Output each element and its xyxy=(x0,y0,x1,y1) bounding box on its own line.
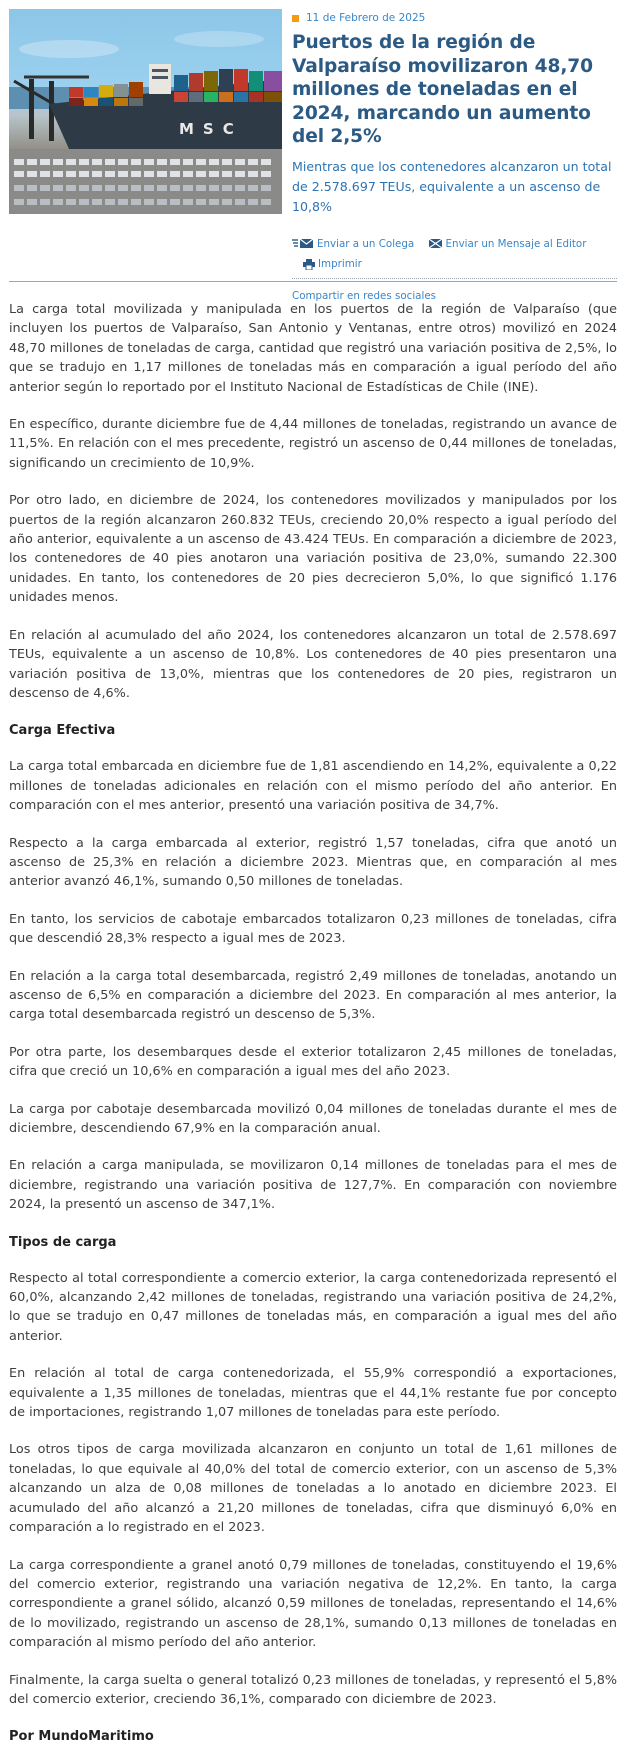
body-paragraph: En tanto, los servicios de cabotaje embarcados totalizaron 0,23 millones de toneladas, cifra que descendió 28,3% respecto a igual mes de 2023. xyxy=(9,911,617,947)
header-divider xyxy=(9,281,617,282)
envelope-icon xyxy=(428,238,443,249)
print-label: Imprimir xyxy=(318,258,362,270)
article-date: 11 de Febrero de 2025 xyxy=(306,12,426,24)
article-header xyxy=(0,0,627,302)
body-paragraph: La carga por cabotaje desembarcada movilizó 0,04 millones de toneladas durante el mes de diciembre, descendiendo 67,9% en la comparación anual. xyxy=(9,1101,617,1136)
port-ship-illustration xyxy=(9,9,282,214)
printer-icon xyxy=(303,259,315,270)
hull-lettering: MSC xyxy=(179,120,243,138)
body-paragraph: La carga correspondiente a granel anotó 0,79 millones de toneladas, constituyendo el 19,6% del comercio exterior, registrando una variación negativa de 12,2%. En tanto, la carga correspondiente a granel sólido, alcanzó 0,59 millones de toneladas, representando el 14,6% de lo movilizado, registrando un ascenso de 28,1%, sumando 0,13 millones de toneladas en comparación al mismo período del año anterior. xyxy=(9,1557,617,1651)
article-actions xyxy=(292,235,617,279)
body-paragraph: En relación al total de carga contenedorizada, el 55,9% correspondió a exportaciones, equivalente a 1,35 millones de toneladas, mientras que el 44,1% restante fue por concepto de importaciones, registrando 1,07 millones de toneladas para este período. xyxy=(9,1366,617,1421)
article-title: Puertos de la región de Valparaíso movilizaron 48,70 millones de toneladas en el 2024, marcando un aumento del 2,5% xyxy=(292,32,593,147)
print-row xyxy=(292,255,617,276)
body-paragraph: En relación a la carga total desembarcada, registró 2,49 millones de toneladas, anotando un ascenso de 6,5% en comparación a diciembre del 2023. En comparación al mes anterior, la carga total desembarcada registró un descenso de 5,3%. xyxy=(9,968,617,1023)
body-paragraph: La carga total embarcada en diciembre fue de 1,81 ascendiendo en 14,2%, equivalente a 0,22 millones de toneladas adicionales en relación con el mismo período del año anterior. En comparación con el mes anterior, presentó una variación positiva de 34,7%. xyxy=(9,759,617,814)
article-meta xyxy=(292,10,617,302)
body-paragraph: Finalmente, la carga suelta o general totalizó 0,23 millones de toneladas, y representó el 5,8% del comercio exterior, creciendo 36,1%, comparado con diciembre de 2023. xyxy=(9,1672,617,1707)
date-bullet-icon xyxy=(292,15,299,22)
send-to-colleague-link[interactable] xyxy=(292,235,414,253)
section-heading-carga-efectiva: Carga Efectiva xyxy=(9,723,116,739)
article-subtitle: Mientras que los contenedores alcanzaron un total de 2.578.697 TEUs, equivalente a un ascenso de 10,8% xyxy=(292,158,612,214)
body-paragraph: En específico, durante diciembre fue de 4,44 millones de toneladas, registrando un avance de 11,5%. En relación con el mes precedente, registró un ascenso de 0,44 millones de toneladas, significando un crecimiento de 10,9%. xyxy=(9,417,617,471)
send-colleague-label: Enviar a un Colega xyxy=(317,237,415,250)
body-paragraph: Por otro lado, en diciembre de 2024, los contenedores movilizados y manipulados por los puertos de la región alcanzaron 260.832 TEUs, creciendo 20,0% respecto a igual período del año anterior, equivalente a un ascenso de 43.424 TEUs. En comparación a diciembre de 2023, los contenedores de 40 pies anotaron una variación positiva de 23,0%, sumando 22.300 unidades. En tanto, los contenedores de 20 pies decrecieron 5,0%, lo que significó 1.176 unidades menos. xyxy=(9,493,617,606)
body-paragraph: En relación al acumulado del año 2024, los contenedores alcanzaron un total de 2.578.697 TEUs, equivalente a un ascenso de 10,8%. Los contenedores de 40 pies presentaron una variación positiva de 13,0%, mientras que los contenedores de 20 pies, registraron un descenso de 4,6%. xyxy=(9,627,617,701)
body-paragraph: Por otra parte, los desembarques desde el exterior totalizaron 2,45 millones de toneladas, cifra que creció un 10,6% en comparación a igual mes del año 2023. xyxy=(9,1044,617,1080)
send-colleague-icon xyxy=(292,238,314,249)
print-link[interactable] xyxy=(303,255,362,273)
send-to-editor-link[interactable] xyxy=(428,235,587,253)
article-byline: Por MundoMaritimo xyxy=(9,1729,154,1745)
body-paragraph: Respecto a la carga embarcada al exterior, registró 1,57 toneladas, cifra que anotó un ascenso de 25,3% en relación a diciembre 2023. Mientras que, en comparación al mes anterior avanzó 46,1%, sumando 0,50 millones de toneladas. xyxy=(9,835,617,890)
body-paragraph: En relación a carga manipulada, se movilizaron 0,14 millones de toneladas para el mes de diciembre, registrando una variación positiva de 127,7%. En comparación con noviembre 2024, la presentó un ascenso de 347,1%. xyxy=(9,1158,617,1213)
share-social-link[interactable]: Compartir en redes sociales xyxy=(292,289,437,302)
section-heading-tipos-de-carga: Tipos de carga xyxy=(9,1234,117,1250)
body-paragraph: Respecto al total correspondiente a comercio exterior, la carga contenedorizada representó el 60,0%, alcanzando 2,42 millones de toneladas, registrando una variación positiva de 24,2%, lo que se tradujo en 0,47 millones de toneladas más, en comparación a igual mes del año anterior. xyxy=(9,1270,617,1344)
article-body xyxy=(9,300,617,1746)
article-image xyxy=(9,9,282,214)
body-paragraph: La carga total movilizada y manipulada en los puertos de la región de Valparaíso (que incluyen los puertos de Valparaíso, San Antonio y Ventanas, entre otros) movilizó en 2024 48,70 millones de toneladas de carga, cantidad que registró una variación positiva de 2,5%, lo que se tradujo en 1,17 millones de toneladas más en comparación a igual período del año anterior según lo reportado por el Instituto Nacional de Estadísticas de Chile (INE). xyxy=(9,302,617,395)
date-row xyxy=(292,10,617,26)
send-editor-label: Enviar un Mensaje al Editor xyxy=(445,237,587,250)
body-paragraph: Los otros tipos de carga movilizada alcanzaron en conjunto un total de 1,61 millones de toneladas, lo que equivale al 40,0% del total de comercio exterior, con un ascenso de 5,3% alcanzando un alza de 0,08 millones de toneladas a lo anotado en diciembre 2023. El acumulado del año alcanzó a 21,20 millones de toneladas, cifra que disminuyó 6,0% en comparación a lo registrado en el 2023. xyxy=(9,1442,617,1536)
actions-divider xyxy=(292,278,617,279)
